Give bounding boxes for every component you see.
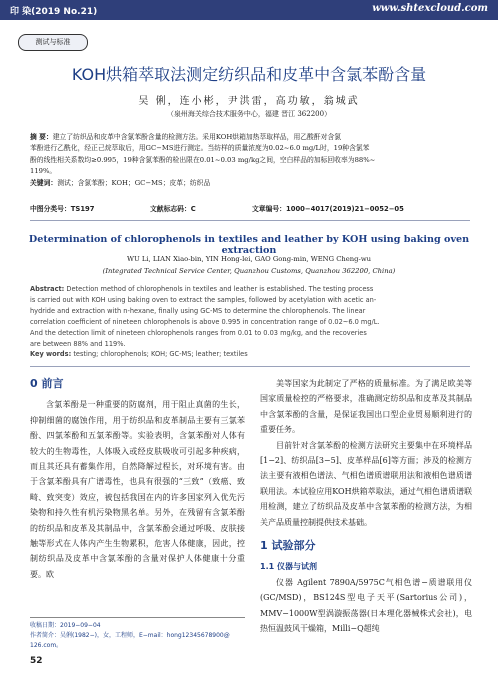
abstract-en-line: correlation coefficient of nineteen chlorophenols is above 0.995 in concentration range of 0.02~6.0 mg/L. [30,318,380,327]
abstract-cn-line: 119%。 [30,167,57,176]
footnote-divider [30,617,245,618]
divider [30,220,470,221]
body-paragraph: 仪器 Agilent 7890A/5975C气相色谱−质谱联用仪(GC/MSD)，BS124S型电子天平(Sartorius公司)，MMV−1000W型涡漩振荡器(日本理化器械株式会社)，电热恒温鼓风干燥箱，Milli−Q超纯 [260,577,472,634]
body-paragraph: 美等国家为此制定了严格的质量标准。为了满足欧美等国家质量检控的严格要求，准确测定纺织品和皮革及其制品中含氯苯酚的含量，是保证我国出口型企业贸易顺利进行的重要任务。 [260,379,472,435]
keywords-cn-label: 关键词： [30,178,58,187]
authors-cn: 吴 俐，连小彬，尹洪雷，高功敏，翁城武 [138,96,360,107]
keywords-en [30,350,470,358]
author-info: 作者简介：吴俐(1982−)，女，工程师，E−mail：hong12345678900@ [30,632,230,639]
affiliation-cn: （泉州海关综合技术服务中心，福建 晋江 362200） [166,110,332,118]
section-heading-experiment: 1 试验部分 [260,539,316,553]
abstract-cn-line: 苯酚进行乙酰化，经正己烷萃取后，用GC−MS进行测定。当纺样的质量浓度为0.02~6.0 mg/L时，19种含氯苯 [30,144,370,153]
journal-header-bar [0,0,498,20]
document-code: 文献标志码：C [150,205,196,213]
clc-number: 中图分类号：TS197 [30,205,95,213]
paper-title-cn: KOH烘箱萃取法测定纺织品和皮革中含氯苯酚含量 [71,65,427,84]
abstract-en-line: are between 88% and 119%. [30,340,126,349]
journal-issue-label: 印 染(2019 No.21) [10,7,98,17]
abstract-en-line: is carried out with KOH using baking oven to extract the samples, followed by acetylation with acetic an- [30,296,377,305]
abstract-cn-line: 建立了纺织品和皮革中含氯苯酚含量的检测方法。采用KOH烘箱加热萃取样品，用乙酸酐对含氯 [52,133,342,141]
affiliation-en: (Integrated Technical Service Center, Quanzhou Customs, Quanzhou 362200, China) [102,267,396,275]
footnote [30,621,245,651]
divider [30,366,470,367]
section-heading-introduction: 0 前言 [30,377,64,390]
body-column-left [30,376,245,582]
abstract-cn [30,132,470,189]
received-date: 收稿日期：2019−09−04 [30,622,101,629]
abstract-en-label: Abstract: [30,285,65,293]
section-tag: 测试与标准 [18,34,88,51]
page-number: 52 [30,656,43,666]
keywords-en-text: testing; chlorophenols; KOH; GC-MS; leather; textiles [73,350,248,358]
body-column-right [260,376,472,637]
keywords-en-label: Key words: [30,350,72,358]
body-paragraph: 含氯苯酚是一种重要的防腐剂，用于阻止真菌的生长，抑制细菌的腐蚀作用，用于纺织品和皮革制品主要有三氯苯酚、四氯苯酚和五氯苯酚等。实验表明，含氯苯酚对人体有较大的生物毒性，人体吸入或经皮肤吸收可引起多种疾病，而且其还具有蓄集作用，自然降解过程长，对环境有害。由于含氯苯酚具有广谱毒性，也具有很强的“三致”（致癌、致畸、致突变）效应，被包括我国在内的许多国家列入优先污染物和持久性有机污染物黑名单。另外，在残留有含氯苯酚的纺织品和皮革及其制品中，含氯苯酚会通过呼吸、皮肤接触等形式在人体内产生生物累积，危害人体健康，因此，控制纺织品及皮革中含氯苯酚的含量对保护人体健康十分重要。欧 [30,400,245,579]
subsection-heading-instruments: 1.1 仪器与试剂 [260,562,317,572]
abstract-cn-label: 摘 要： [30,133,53,141]
author-info-cont: 126.com。 [30,642,63,649]
abstract-en-line: Detection method of chlorophenols in textiles and leather is established. The testing process [66,285,374,293]
abstract-en-line: hydride and extraction with n-hexane, finally using GC-MS to determine the chlorophenols. The linear [30,307,366,316]
journal-website-link[interactable]: www.shtexcloud.com [372,3,488,14]
authors-en: WU Li, LIAN Xiao-bin, YIN Hong-lei, GAO Gong-min, WENG Cheng-wu [126,255,372,263]
abstract-en [30,284,470,351]
abstract-en-line: And the detection limit of nineteen chlorophenols ranges from 0.01 to 0.03 mg/kg, and the recoveries [30,329,367,338]
paper-title-en: Determination of chlorophenols in textiles and leather by KOH using baking oven extraction [28,234,470,256]
abstract-cn-line: 酚的线性相关系数均≥0.995，19种含氯苯酚的检出限在0.01~0.03 mg/kg之间，空白样品的加标回收率为88%~ [30,155,376,164]
body-paragraph: 目前针对含氯苯酚的检测方法研究主要集中在环境样品[1−2]、纺织品[3−5]、皮革样品[6]等方面；涉及的检测方法主要有液相色谱法、气相色谱质谱联用法和液相色谱质谱联用法。本试验应用KOH烘箱萃取法，通过气相色谱质谱联用检测，建立了纺织品及皮革中含氯苯酚的检测方法，为相关产品质量控制提供技术基础。 [260,440,472,527]
keywords-cn-text: 测试；含氯苯酚；KOH；GC−MS；皮革；纺织品 [57,178,211,187]
article-number: 文章编号：1000−4017(2019)21−0052−05 [252,205,404,213]
